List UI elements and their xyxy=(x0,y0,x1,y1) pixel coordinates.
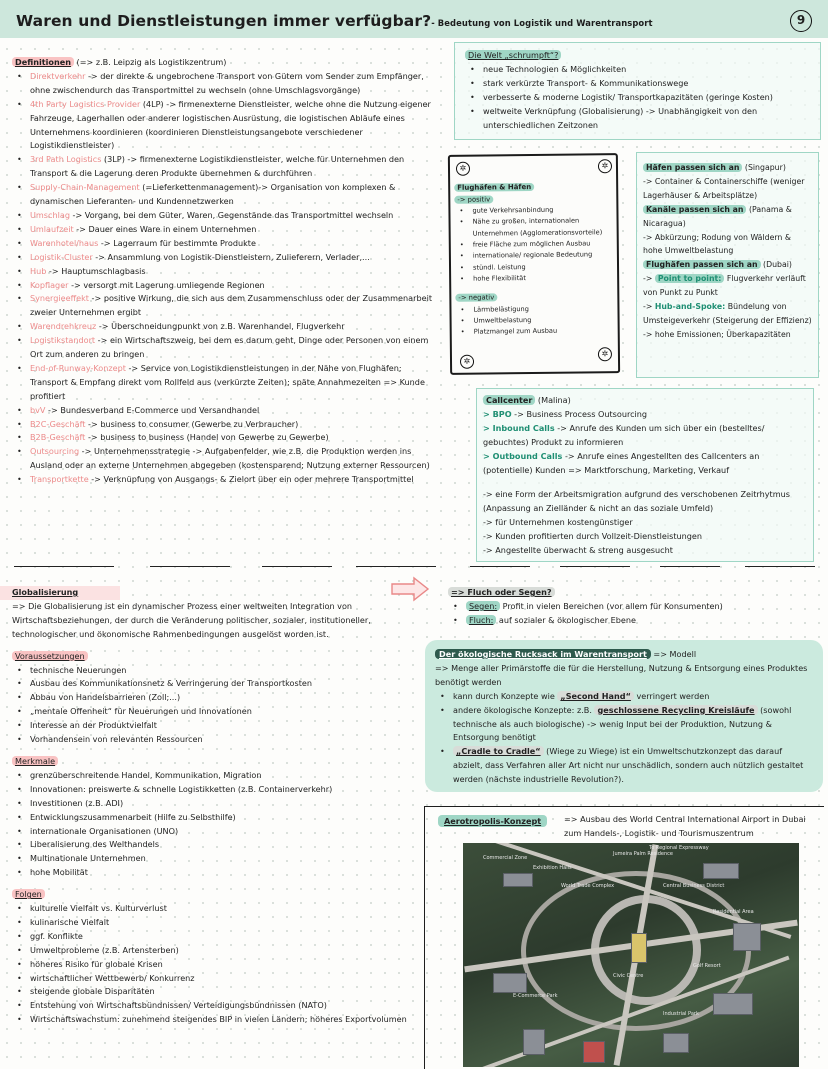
list-item: • Fluch: auf sozialer & ökologischer Ebene xyxy=(448,614,818,628)
list-item: • kulinarische Vielfalt xyxy=(12,916,417,930)
shrinking-world-box xyxy=(454,42,821,140)
airports-negative-list xyxy=(455,303,615,339)
divider xyxy=(745,566,815,567)
divider xyxy=(262,566,332,567)
map-label: Commercial Zone xyxy=(483,855,528,861)
list-item: • Entwicklungszusammenarbeit (Hilfe zu Selbsthilfe) xyxy=(12,811,417,825)
airports-ports-box: ✲ ✲ ✲ ✲ Flughäfen & Häfen -> positiv • gute Verkehrsanbindung • Nähe zu großen, internationalen Unternehmen (Agglomerationsvorteile) • freie Fläche zum möglichen Ausbau • internationale/ regionale Bedeutung • stündl. Leistung • hohe Flexibilität -> negativ • Lärmbelästigung • Umweltbelastung • Platzmangel zum Ausbau xyxy=(448,153,620,375)
callcenter-note: -> Kunden profitierten durch Vollzeit-Dienstleistungen xyxy=(483,531,703,541)
definition-term: Kopflager xyxy=(30,279,69,290)
definition-term: End-of-Runway-Konzept xyxy=(30,362,126,373)
definition-term: B2B-Geschäft xyxy=(30,432,86,443)
map-label: Residential Area xyxy=(713,909,754,915)
divider xyxy=(356,566,436,567)
callcenter-note: -> eine Form der Arbeitsmigration aufgrund des verschobenen Zeitrhytmus (Anpassung an Zielländer & nicht an das soziale Umfeld) xyxy=(483,489,790,513)
definition-item xyxy=(12,279,442,293)
list-item: • Entstehung von Wirtschaftsbündnissen/ Verteidigungsbündnissen (NATO) xyxy=(12,999,417,1013)
definition-text: -> Ansammlung von Logistik-Dienstleistern, Zulieferern, Verlader,... xyxy=(92,251,370,262)
bolt-icon: ✲ xyxy=(598,347,612,361)
definition-item xyxy=(12,223,442,237)
map-label: Central Business District xyxy=(663,883,725,889)
definition-text: (=Lieferkettenmanagement)-> Organisation von komplexen & dynamischen Lieferanten- und Kundennetzwerken xyxy=(30,182,396,207)
map-label: E-Commerce Park xyxy=(513,993,558,999)
definition-text: -> Verknüpfung von Ausgangs- & Zielort über ein oder mehrere Transportmittel xyxy=(88,474,414,485)
definition-text: (4LP) -> firmenexterne Dienstleister, welche ohne die Nutzung eigener Fahrzeuge, Lagerhallen oder anderer logistischen Ausrüstung, die logistischen Abläufe eines Unternehmens koordinieren (koordinieren Dienstleistungsangebote verschiedener Logistikdienstleister) xyxy=(30,98,431,151)
divider xyxy=(470,566,530,567)
definition-text: -> Überschneidungpunkt von z.B. Warenhandel, Flugverkehr xyxy=(96,321,345,332)
definition-text: -> business to business (Handel von Gewerbe zu Gewerbe) xyxy=(85,432,329,443)
divider xyxy=(560,566,630,567)
arrow-right-icon xyxy=(390,576,430,602)
bolt-icon: ✲ xyxy=(460,355,474,369)
list-item: • internationale Organisationen (UNO) xyxy=(12,825,417,839)
definition-item xyxy=(12,265,442,279)
definition-term: Logistik-Cluster xyxy=(30,251,93,262)
definition-term: Transportkette xyxy=(30,474,89,485)
list-item: • Wirtschaftswachstum: zunehmend steigendes BIP in vielen Ländern; höheres Exportvolumen xyxy=(12,1013,417,1027)
callcenter-note: -> für Unternehmen kostengünstiger xyxy=(483,517,633,527)
definition-text: -> Lagerraum für bestimmte Produkte xyxy=(98,237,256,248)
definition-term: 4th Party Logistics Provider xyxy=(30,98,141,109)
aerotropolis-map-image xyxy=(463,843,799,1067)
globalization-section: Globalisierung => Die Globalisierung ist ein dynamischer Prozess einer weltweiten Integration von Wirtschaftsbeziehungen, der durch die Veränderung politischer, sozialer, institutioneller, technologischer und ökonomische Rahmenbedingungen ausgelöst worden ist. Voraussetzungen • technische Neuerungen • Ausbau des Kommunikationsnetz & Verringerung der Transportkosten • Abbau von Handelsbarrieren (Zoll;...) • „mentale Offenheit“ für Neuerungen und Innovationen • Interesse an der Produktvielfalt • Vorhandensein von relevanten Ressourcen Merkmale • grenzüberschreitende Handel, Kommunikation, Migration • Innovationen: preiswerte & schnelle Logistikketten (z.B. Containerverkehr) • Investitionen (z.B. ADI) • Entwicklungszusammenarbeit (Hilfe zu Selbsthilfe) • internationale Organisationen (UNO) • Liberalisierung des Welthandels • Multinationale Unternehmen • hohe Mobilität Folgen • kulturelle Vielfalt vs. Kulturverlust • kulinarische Vielfalt • ggf. Konflikte • Umweltprobleme (z.B. Artensterben) • höheres Risiko für globale Krisen • wirtschaftlicher Wettbewerb/ Konkurrenz • steigende globale Disparitäten • Entstehung von Wirtschaftsbündnissen/ Verteidigungsbündnissen (NATO) • Wirtschaftswachstum: zunehmend steigendes BIP in vielen Ländern; höheres Exportvolumen xyxy=(12,586,417,1027)
list-item: • ggf. Konflikte xyxy=(12,930,417,944)
airports-heading: Flughäfen & Häfen xyxy=(454,183,534,192)
definition-term: Umschlag xyxy=(30,209,70,220)
globalization-heading: Globalisierung xyxy=(12,587,79,597)
list-item: • Platzmangel zum Ausbau xyxy=(456,326,616,339)
definition-text: -> business to consumer (Gewerbe zu Verbraucher) xyxy=(85,418,299,429)
list-item: • internationale/ regionale Bedeutung xyxy=(455,250,615,263)
map-label: To Regional Expressway xyxy=(649,845,709,851)
map-label: Civic Centre xyxy=(613,973,644,979)
definition-term: Warenhotel/haus xyxy=(30,237,99,248)
definition-text: -> Vorgang, bei dem Güter, Waren, Gegenstände das Transportmittel wechseln xyxy=(69,209,394,220)
definition-term: Warendrehkreuz xyxy=(30,321,97,332)
divider xyxy=(660,566,720,567)
list-item: • hohe Flexibilität xyxy=(455,272,615,285)
list-item: • andere ökologische Konzepte: z.B. geschlossene Recycling Kreisläufe (sowohl technische als auch biologische) -> wenig Input bei der Produktion, Nutzung & Entsorgung benötigt xyxy=(435,704,813,746)
list-item: • kann durch Konzepte wie „Second Hand“ verringert werden xyxy=(435,690,813,704)
definitions-list xyxy=(12,70,442,487)
page-title: Waren und Dienstleistungen immer verfügbar?- Bedeutung von Logistik und Warentransport xyxy=(16,12,653,30)
definition-term: Umlaufzeit xyxy=(30,223,74,234)
list-item: • stark verkürzte Transport- & Kommunikationswege xyxy=(465,77,810,91)
definition-item xyxy=(12,362,442,404)
list-item: • hohe Mobilität xyxy=(12,866,417,880)
divider xyxy=(14,566,114,567)
definition-item xyxy=(12,418,442,432)
definition-item xyxy=(12,181,442,209)
definition-item xyxy=(12,320,442,334)
definition-term: Outsourcing xyxy=(30,446,80,457)
divider xyxy=(150,566,230,567)
callcenter-note: -> Angestellte überwacht & streng ausgesucht xyxy=(483,545,673,555)
list-item: • Innovationen: preiswerte & schnelle Logistikketten (z.B. Containerverkehr) xyxy=(12,783,417,797)
definition-text: -> ein Wirtschaftszweig, bei dem es darum geht, Dinge oder Personen von einem Ort zum anderen zu bringen xyxy=(30,335,429,360)
definitions-heading: Definitionen xyxy=(12,57,74,67)
definition-term: Direktverkehr xyxy=(30,70,86,81)
callcenter-notes xyxy=(483,487,807,557)
definition-item xyxy=(12,445,442,473)
list-item: • Umweltbelastung xyxy=(456,314,616,327)
ports-adapt-box: Häfen passen sich an (Singapur) -> Container & Containerschiffe (weniger Lagerhäuser & Arbeitsplätze) Kanäle passen sich an (Panama & Nicaragua) -> Abkürzung; Rodung von Wäldern & hohe Umweltbelastung Flughäfen passen sich an (Dubai) -> Point to point: Flugverkehr verläuft von Punkt zu Punkt -> Hub-and-Spoke: Bündelung von Umsteigeverkehr (Steigerung der Effizienz) -> hohe Emissionen; Überkapazitäten xyxy=(636,152,819,378)
list-item: • Segen: Profit in vielen Bereichen (vor allem für Konsumenten) xyxy=(448,600,818,614)
list-item: • kulturelle Vielfalt vs. Kulturverlust xyxy=(12,902,417,916)
list-item: • steigende globale Disparitäten xyxy=(12,985,417,999)
list-item: • höheres Risiko für globale Krisen xyxy=(12,958,417,972)
definition-item xyxy=(12,237,442,251)
list-item: • freie Fläche zum möglichen Ausbau xyxy=(455,238,615,251)
definition-item xyxy=(12,98,442,154)
ecological-rucksack-box: Der ökologische Rucksack im Warentransport => Modell => Menge aller Primärstoffe die für die Herstellung, Nutzung & Entsorgung eines Produktes benötigt werden • kann durch Konzepte wie „Second Hand“ verringert werden • andere ökologische Konzepte: z.B. geschlossene Recycling Kreisläufe (sowohl technische als auch biologische) -> wenig Input bei der Produktion, Nutzung & Entsorgung benötigt • „Cradle to Cradle“ (Wiege zu Wiege) ist ein Umweltschutzkonzept das darauf abzielt, dass Verfahren aller Art nicht nur unschädlich, sondern auch nützlich gestaltet werden (nächste industrielle Revolution?). xyxy=(425,640,823,792)
definition-term: bvV xyxy=(30,404,46,415)
list-item: • Multinationale Unternehmen xyxy=(12,852,417,866)
consequences-list xyxy=(12,902,417,1027)
definition-term: B2C-Geschäft xyxy=(30,418,86,429)
bolt-icon: ✲ xyxy=(598,159,612,173)
list-item: • Nähe zu großen, internationalen Unternehmen (Agglomerationsvorteile) xyxy=(455,216,615,240)
list-item: • Ausbau des Kommunikationsnetz & Verringerung der Transportkosten xyxy=(12,677,417,691)
definition-term: Hub xyxy=(30,265,47,276)
definitions-section: Definitionen (=> z.B. Leipzig als Logistikzentrum) • Direktverkehr -> der direkte & ungebrochene Transport von Gütern vom Sender zum Empfänger, ohne zwischendurch das Transportmittel zu wechseln (ohne Umschlagsvorgänge) • 4th Party Logistics Provider (4LP) -> firmenexterne Dienstleister, welche ohne die Nutzung eigener Fahrzeuge, Lagerhallen oder anderer logistischen Ausrüstung, die logistischen Abläufe eines Unternehmens koordinieren (koordinieren Dienstleistungsangebote verschiedener Logistikdienstleister) • 3rd Path Logistics (3LP) -> firmenexterne Logistikdienstleister, welche für Unternehmen den Transport & die Lagerung deren Produkte übernehmen & durchführen • Supply-Chain-Management (=Lieferkettenmanagement)-> Organisation von komplexen & dynamischen Lieferanten- und Kundennetzwerken • Umschlag -> Vorgang, bei dem Güter, Waren, Gegenstände das Transportmittel wechseln • Umlaufzeit -> Dauer eines Ware in einem Unternehmen • Warenhotel/haus -> Lagerraum für bestimmte Produkte • Logistik-Cluster -> Ansammlung von Logistik-Dienstleistern, Zulieferern, Verlader,... • Hub -> Hauptumschlagbasis • Kopflager -> versorgt mit Lagerung umliegende Regionen • Synergieeffekt -> positive Wirkung, die sich aus dem Zusammenschluss oder der Zusammenarbeit zweier Unternehmen ergibt • Warendrehkreuz -> Überschneidungpunkt von z.B. Warenhandel, Flugverkehr • Logistikstandort -> ein Wirtschaftszweig, bei dem es darum geht, Dinge oder Personen von einem Ort zum anderen zu bringen • End-of-Runway-Konzept -> Service von Logistikdienstleistungen in der Nähe von Flughäfen; Transport & Empfang direkt vom Rollfeld aus (verkürzte Zeiten); späte Annahmezeiten => Kunde profitiert • bvV -> Bundesverband E-Commerce und Versandhandel • B2C-Geschäft -> business to consumer (Gewerbe zu Verbraucher) • B2B-Geschäft -> business to business (Handel von Gewerbe zu Gewerbe) • Outsourcing -> Unternehmensstrategie -> Aufgabenfelder, wie z.B. die Produktion werden ins Ausland oder an externe Unternehmen abgegeben (kostensparend; Nutzung externer Ressourcen) • Transportkette -> Verknüpfung von Ausgangs- & Zielort über ein oder mehrere Transportmittel xyxy=(12,56,442,487)
list-item: • Liberalisierung des Welthandels xyxy=(12,838,417,852)
requirements-list xyxy=(12,664,417,747)
list-item: • Interesse an der Produktvielfalt xyxy=(12,719,417,733)
definition-item xyxy=(12,404,442,418)
list-item: • Lärmbelästigung xyxy=(455,303,615,316)
curse-or-blessing: => Fluch oder Segen? • Segen: Profit in vielen Bereichen (vor allem für Konsumenten) • Fluch: auf sozialer & ökologischer Ebene xyxy=(448,586,818,628)
callcenter-box: Callcenter (Malina) > BPO -> Business Process Outsourcing > Inbound Calls -> Anrufe des Kunden um sich über ein (bestelltes/ gebuchtes) Produkt zu informieren > Outbound Calls -> Anrufe eines Angestellten des Callcenters an (potentielle) Kunden => Marktforschung, Marketing, Verkauf -> eine Form der Arbeitsmigration aufgrund des verschobenen Zeitrhytmus (Anpassung an Zielländer & nicht an das soziale Umfeld) -> für Unternehmen kostengünstiger -> Kunden profitierten durch Vollzeit-Dienstleistungen -> Angestellte überwacht & streng ausgesucht xyxy=(476,388,814,562)
list-item: • „mentale Offenheit“ für Neuerungen und Innovationen xyxy=(12,705,417,719)
definition-text: -> Hauptumschlagbasis xyxy=(46,265,146,276)
shrinking-world-list xyxy=(465,63,810,133)
map-label: Golf Resort xyxy=(693,963,721,969)
map-label: Jumeira Palm Residence xyxy=(613,851,673,857)
definition-term: Logistikstandort xyxy=(30,335,96,346)
list-item: • Umweltprobleme (z.B. Artensterben) xyxy=(12,944,417,958)
list-item: • stündl. Leistung xyxy=(455,261,615,274)
map-label: Exhibition Halls xyxy=(533,865,572,871)
list-item: • wirtschaftlicher Wettbewerb/ Konkurrenz xyxy=(12,972,417,986)
list-item: • Vorhandensein von relevanten Ressourcen xyxy=(12,733,417,747)
page-number: 9 xyxy=(790,10,812,32)
list-item: • neue Technologien & Möglichkeiten xyxy=(465,63,810,77)
definition-item xyxy=(12,209,442,223)
definition-text: -> Bundesverband E-Commerce und Versandhandel xyxy=(45,404,260,415)
list-item: • gute Verkehrsanbindung xyxy=(454,204,614,217)
definition-text: -> positive Wirkung, die sich aus dem Zusammenschluss oder der Zusammenarbeit zweier Unternehmen ergibt xyxy=(30,293,432,318)
bolt-icon: ✲ xyxy=(456,162,470,176)
definition-text: -> versorgt mit Lagerung umliegende Regionen xyxy=(68,279,265,290)
definition-term: 3rd Path Logistics xyxy=(30,154,102,165)
definition-text: (3LP) -> firmenexterne Logistikdienstleister, welche für Unternehmen den Transport & die Lagerung deren Produkte übernehmen & durchführen xyxy=(30,154,405,179)
shrinking-world-heading: Die Welt „schrumpft“? xyxy=(465,50,561,60)
definition-item xyxy=(12,292,442,320)
definition-text: -> der direkte & ungebrochene Transport von Gütern vom Sender zum Empfänger, ohne zwischendurch das Transportmittel zu wechseln (ohne Umschlagsvorgänge) xyxy=(30,70,424,95)
definition-item xyxy=(12,431,442,445)
definition-term: Synergieeffekt xyxy=(30,293,89,304)
definition-text: -> Unternehmensstrategie -> Aufgabenfelder, wie z.B. die Produktion werden ins Ausland oder an externe Unternehmen abgegeben (kostensparend; Nutzung externer Ressourcen) xyxy=(30,446,430,471)
map-label: World Trade Complex xyxy=(561,883,615,889)
definition-item xyxy=(12,334,442,362)
list-item: • Investitionen (z.B. ADI) xyxy=(12,797,417,811)
definition-item xyxy=(12,251,442,265)
airports-positive-list xyxy=(454,204,615,285)
definition-text: -> Dauer eines Ware in einem Unternehmen xyxy=(73,223,257,234)
definition-item xyxy=(12,153,442,181)
list-item: • Abbau von Handelsbarrieren (Zoll;...) xyxy=(12,691,417,705)
list-item: • technische Neuerungen xyxy=(12,664,417,678)
list-item: • grenzüberschreitende Handel, Kommunikation, Migration xyxy=(12,769,417,783)
definition-text: -> Service von Logistikdienstleistungen in der Nähe von Flughäfen; Transport & Empfang direkt vom Rollfeld aus (verkürzte Zeiten); späte Annahmezeiten => Kunde profitiert xyxy=(30,362,425,401)
callcenter-heading: Callcenter xyxy=(483,395,535,405)
map-label: Industrial Park xyxy=(663,1011,699,1017)
list-item: • „Cradle to Cradle“ (Wiege zu Wiege) ist ein Umweltschutzkonzept das darauf abzielt, dass Verfahren aller Art nicht nur unschädlich, sondern auch nützlich gestaltet werden (nächste industrielle Revolution?). xyxy=(435,745,813,787)
definition-item xyxy=(12,70,442,98)
definition-item xyxy=(12,473,442,487)
aerotropolis-heading: Aerotropolis-Konzept xyxy=(438,815,547,829)
aerotropolis-text: => Ausbau des World Central International Airport in Dubai zum Handels-, Logistik- und Tourismuszentrum xyxy=(564,814,806,839)
list-item: • weltweite Verknüpfung (Globalisierung) -> Unabhängigkeit von den unterschiedlichen Zeitzonen xyxy=(465,105,810,133)
list-item: • verbesserte & moderne Logistik/ Transportkapazitäten (geringe Kosten) xyxy=(465,91,810,105)
features-list xyxy=(12,769,417,880)
definition-term: Supply-Chain-Management xyxy=(30,182,140,193)
